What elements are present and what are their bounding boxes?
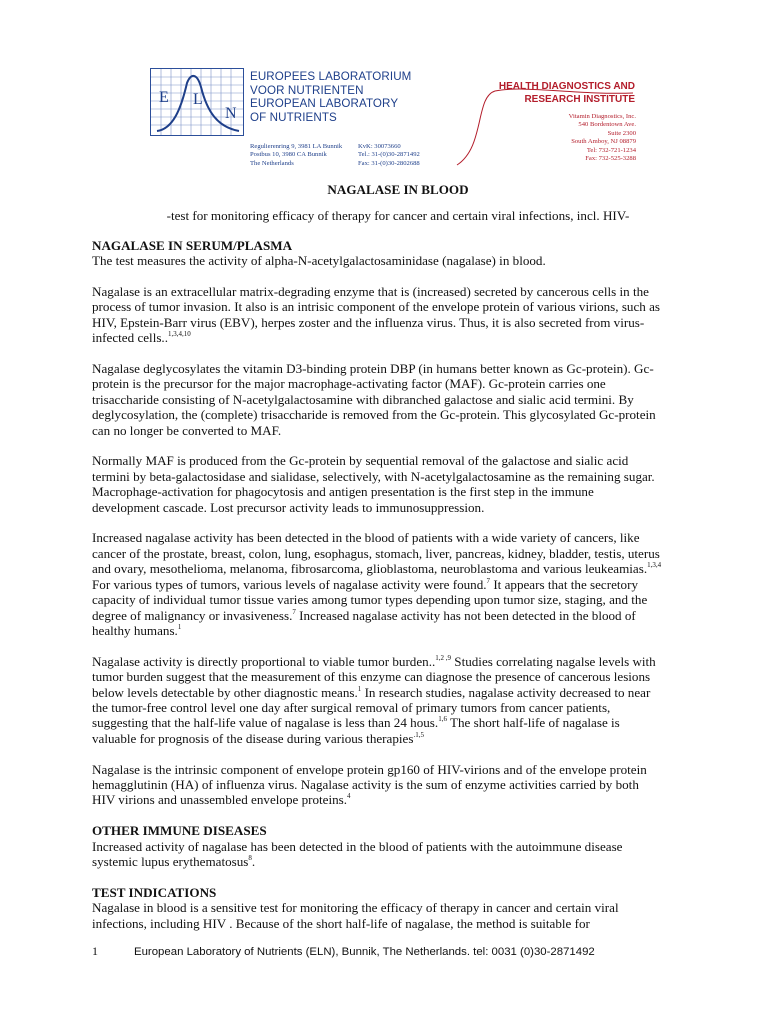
document-title: NAGALASE IN BLOOD	[327, 182, 469, 197]
paragraph-text: The short half-life of nagalase is valuable for prognosis of the disease during various therapies	[92, 715, 620, 746]
eln-name-line: EUROPEES LABORATORIUM	[250, 70, 412, 83]
hdri-address-line: Fax: 732-525-3288	[585, 155, 636, 163]
letterhead	[150, 62, 640, 177]
hdri-address	[540, 113, 636, 163]
paragraph-text: .	[251, 853, 256, 869]
paragraph	[92, 284, 664, 346]
document-subtitle: -test for monitoring efficacy of therapy for cancer and certain viral infections, incl. HIV-	[166, 208, 630, 224]
eln-logo	[150, 68, 244, 136]
paragraph-text: Nagalase is the intrinsic component of envelope protein gp160 of HIV-virions and of the envelope protein hemagglutinin (HA) of influenza virus. Nagalase activity is the sum of enzyme activities carried by both HIV virions and unassembled envelope proteins.	[92, 761, 647, 808]
paragraph	[92, 530, 664, 638]
paragraph-text: Increased activity of nagalase has been detected in the blood of patients with the autoimmune disease systemic lupus erythematosus	[92, 838, 623, 869]
reference-marker: 1	[357, 684, 362, 693]
hdri-address-line: Suite 2300	[607, 129, 636, 137]
hdri-address-line: Vitamin Diagnostics, Inc.	[568, 113, 636, 120]
section-heading-immune: OTHER IMMUNE DISEASES	[92, 823, 267, 839]
eln-address-line: Postbus 10, 3980 CA Bunnik	[250, 151, 327, 159]
logo-letter-l: L	[193, 91, 203, 108]
hdri-title	[475, 81, 635, 106]
paragraph	[92, 453, 664, 515]
reference-marker: 8	[248, 853, 252, 862]
paragraph-text: Nagalase deglycosylates the vitamin D3-binding protein DBP (in humans better known as Gc-protein). Gc-protein is the precursor for the major macrophage-activating factor (MAF). Gc-protein carries one trisaccharide consisting of N-acetylgalactosamine with dibranched galactose and sialic acid termini. By deglycosylation, the (complete) trisaccharide is removed from the Gc-protein. This glycosylated Gc-protein can no longer be converted to MAF.	[92, 361, 656, 438]
paragraph-text: Studies correlating nagalse levels with tumor burden suggest that the measurement of this enzyme can diagnose the presence of cancerous lesions below levels detectable by other diagnostic means.	[92, 653, 656, 700]
hdri-title-line: RESEARCH INSTITUTE	[524, 93, 635, 105]
hdri-address-line: Tel: 732-721-1234	[586, 146, 636, 154]
logo-letter-e: E	[159, 89, 169, 106]
reference-marker: 1,6	[438, 715, 447, 724]
paragraph	[92, 762, 664, 808]
eln-contact-line: Tel.: 31-(0)30-2871492	[358, 151, 420, 159]
paragraph-text: Nagalase in blood is a sensitive test for monitoring the efficacy of therapy in cancer and certain viral infections, including HIV . Because of the short half-life of nagalase, the method is suitable for	[92, 900, 619, 931]
page-footer	[92, 944, 692, 959]
eln-address-line: The Netherlands	[250, 159, 294, 167]
page-number: 1	[92, 944, 98, 958]
paragraph	[92, 361, 664, 438]
reference-marker: 1,3,4	[647, 561, 662, 570]
reference-marker: .1,5	[413, 730, 424, 739]
section-heading-serum: NAGALASE IN SERUM/PLASMA	[92, 237, 293, 253]
hdri-address-line: South Amboy, NJ 08879	[571, 138, 636, 146]
document-body	[92, 182, 664, 946]
paragraph	[92, 654, 664, 746]
paragraph-text: Increased nagalase activity has not been detected in the blood of healthy humans.	[92, 607, 636, 638]
paragraph-text: The test measures the activity of alpha-N-acetylgalactosaminidase (nagalase) in blood.	[92, 253, 546, 269]
paragraph-text: It appears that the secretory capacity of individual tumor tissue varies among tumor types depending upon tumor size, staging, and the degree of malignancy or invasiveness.	[92, 576, 648, 623]
hdri-address-line: 540 Bordentown Ave.	[578, 121, 636, 129]
reference-marker: 1,3,4,10	[167, 330, 191, 339]
paragraph-text: In research studies, nagalase activity decreased to near the tumor-free control level one day after surgical removal of primary tumors from cancer patients, suggesting that the half-life value of nagalase is less than 24 hous.	[92, 684, 651, 731]
eln-name-line: VOOR NUTRIENTEN	[250, 83, 364, 97]
paragraph	[92, 253, 664, 268]
eln-contact-line: Fax: 31-(0)30-2802688	[358, 159, 420, 167]
section-heading-indications: TEST INDICATIONS	[92, 884, 217, 900]
paragraph-text: For various types of tumors, various levels of nagalase activity were found.	[92, 576, 487, 592]
eln-address	[250, 143, 342, 168]
paragraph-text: Increased nagalase activity has been detected in the blood of patients with a wide variety of cancers, like cancer of the prostate, breast, colon, lung, esophagus, stomach, liver, pancreas, kidney, bladder, testis, uterus and ovary, mesothelioma, melanoma, fibrosarcoma, glioblastoma, neuroblastoma and various leukeamias.	[92, 530, 660, 577]
paragraph-text: Normally MAF is produced from the Gc-protein by sequential removal of the galactose and sialic acid termini by beta-galactosidase and sialidase, selectively, with N-acetylgalactosamine as the remaining sugar. Macrophage-activation for phagocytosis and antigen presentation is the first step in the immune development cascade. Lost precursor activity leads to immunosuppression.	[92, 453, 655, 515]
paragraph-text: Nagalase is an extracellular matrix-degrading enzyme that is (increased) secreted by cancerous cells in the process of tumor invasion. It also is an intrisic component of the envelope protein of various virions, such as HIV, Epstein-Barr virus (EBV), herpes zoster and the influenza virus. Thus, it is also secreted from virus-infected cells..	[92, 284, 661, 346]
reference-marker: 1,2 ,9	[435, 653, 452, 662]
reference-marker: 4	[347, 792, 351, 801]
eln-contact	[358, 143, 420, 168]
paragraph	[92, 839, 664, 870]
eln-address-line: Regulierenring 9, 3981 LA Bunnik	[250, 143, 343, 150]
footer-text: European Laboratory of Nutrients (ELN), Bunnik, The Netherlands. tel: 0031 (0)30-2871492	[134, 946, 595, 958]
paragraph-text: Nagalase activity is directly proportional to viable tumor burden..	[92, 653, 436, 669]
eln-name	[250, 70, 411, 124]
reference-marker: 7	[292, 607, 296, 616]
eln-name-line: OF NUTRIENTS	[250, 110, 337, 124]
hdri-title-line: HEALTH DIAGNOSTICS AND	[498, 81, 635, 92]
reference-marker: 7	[486, 576, 491, 585]
paragraph	[92, 900, 664, 931]
reference-marker: 1	[177, 622, 182, 631]
eln-name-line: EUROPEAN LABORATORY	[250, 97, 399, 111]
logo-letter-n: N	[225, 105, 237, 122]
eln-contact-line: KvK: 30073660	[358, 143, 401, 150]
